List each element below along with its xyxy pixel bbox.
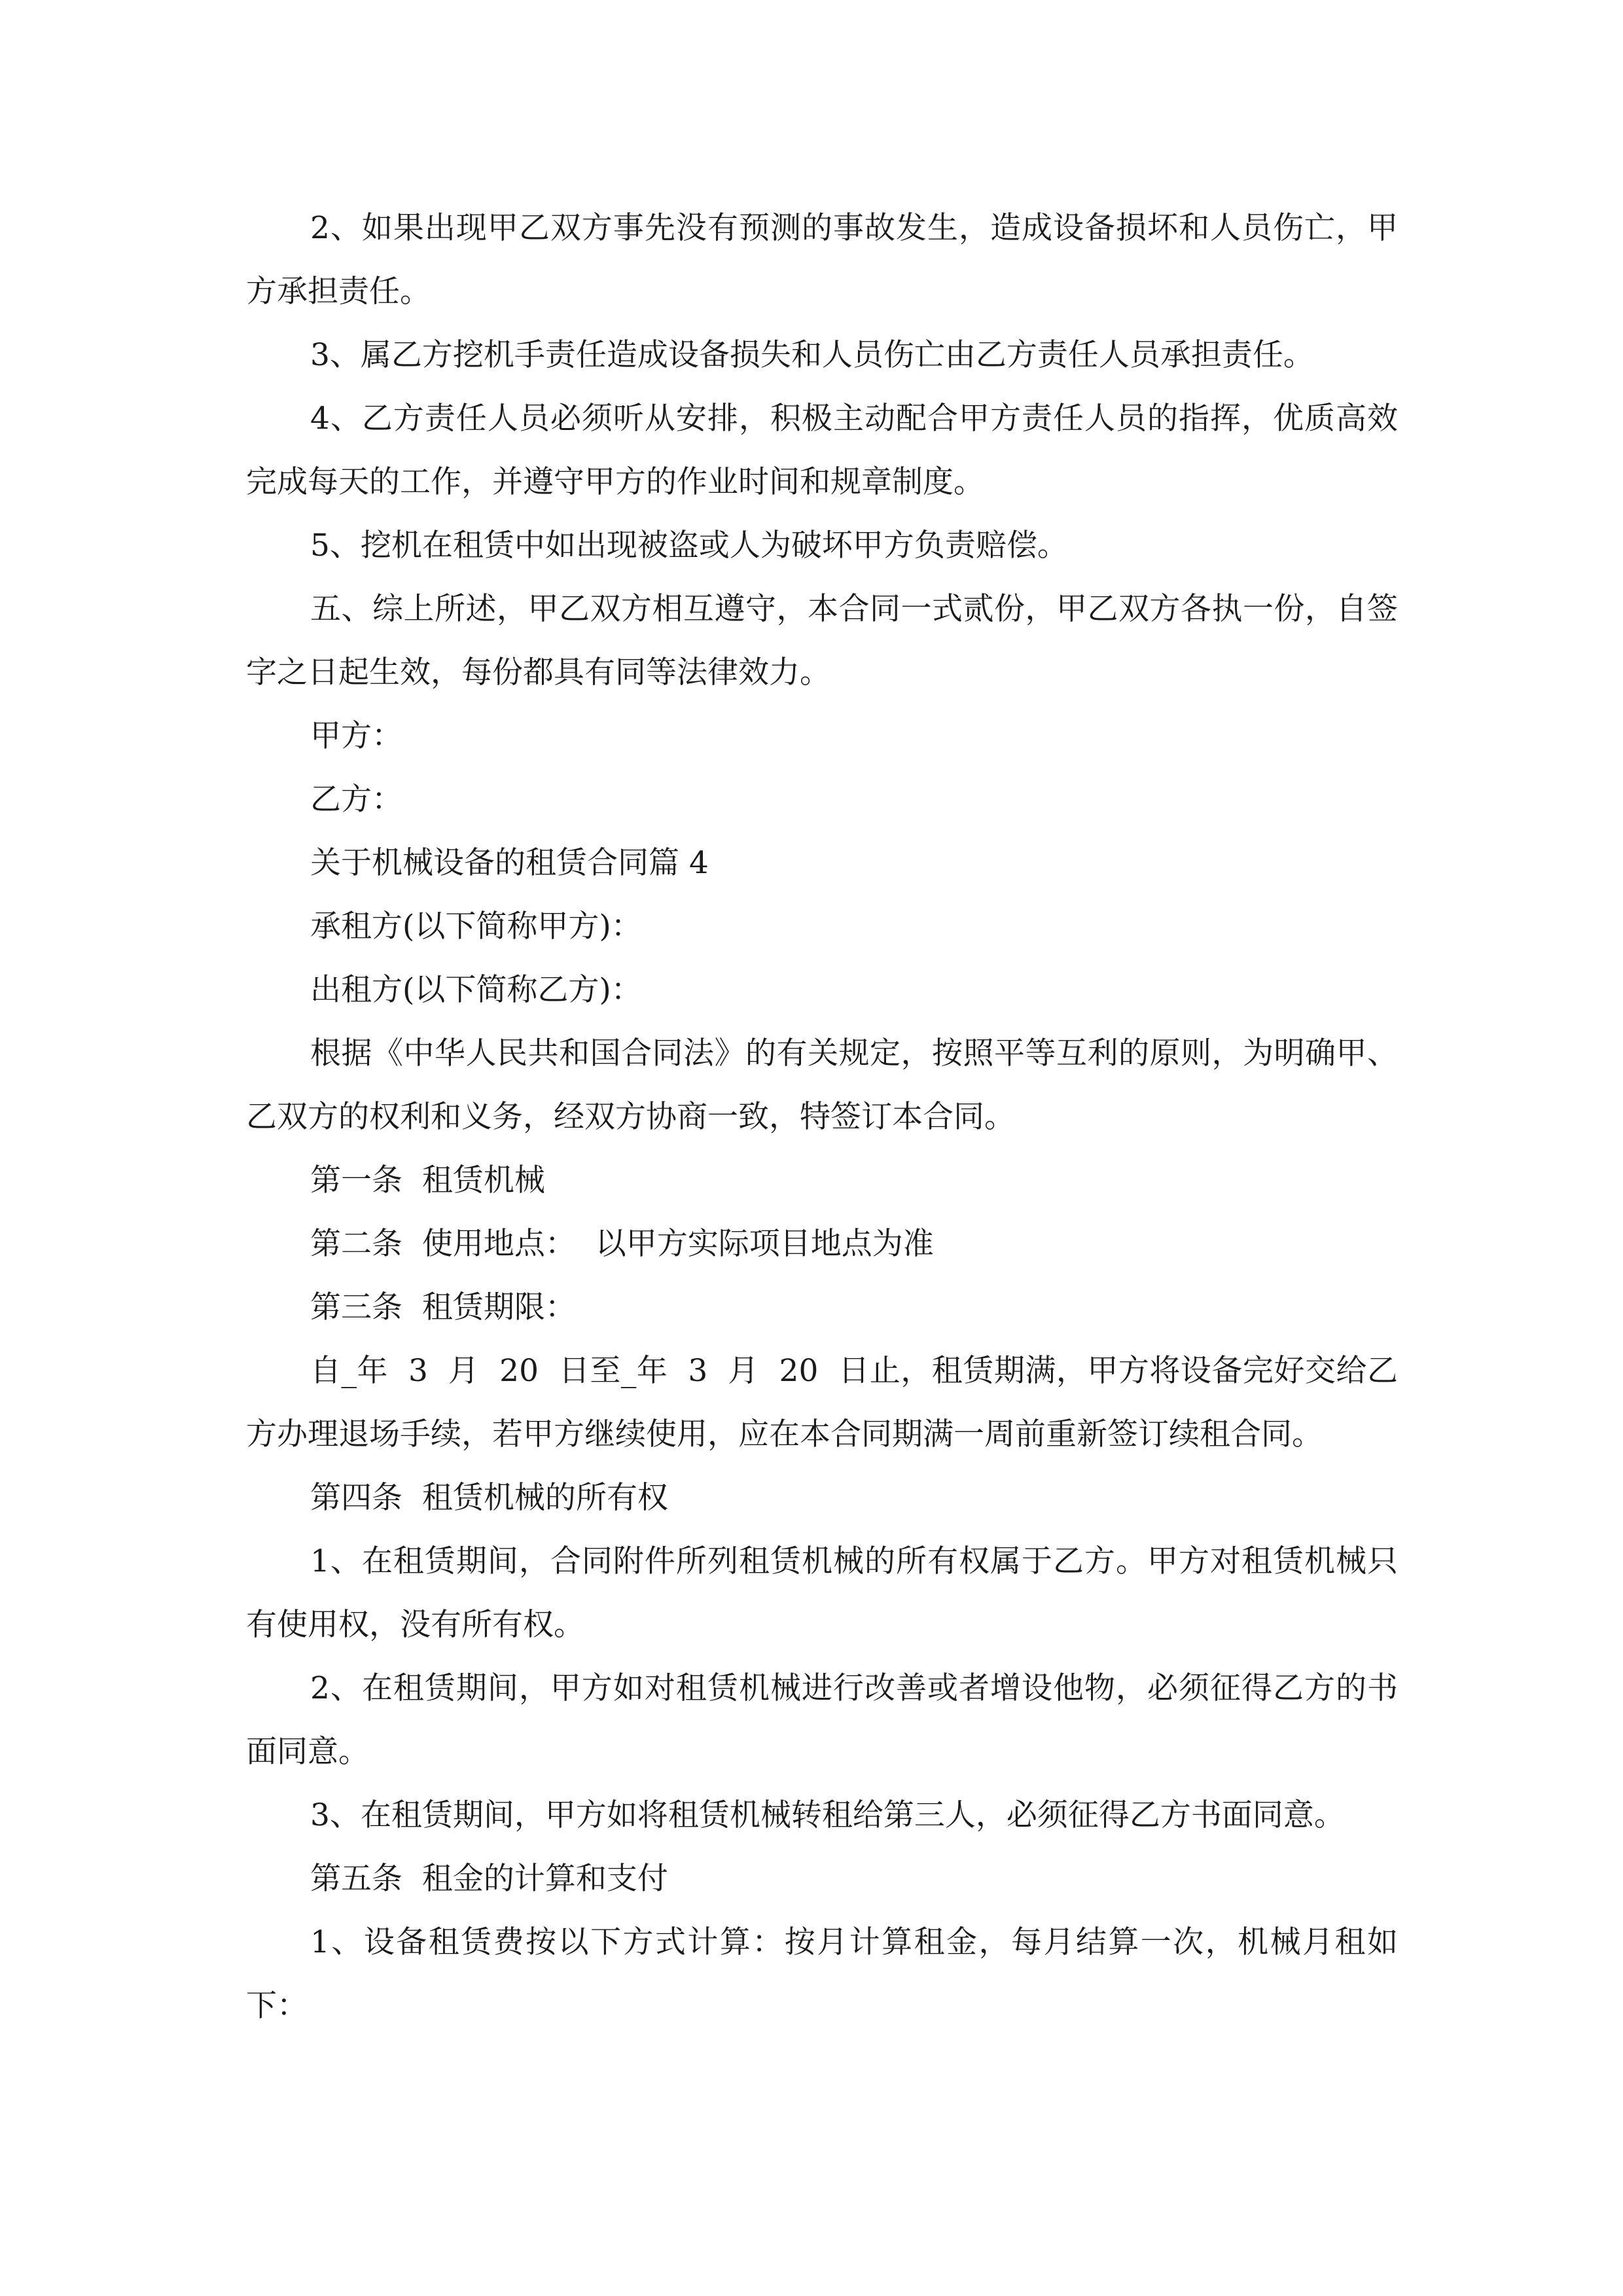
preamble-paragraph: 根据《中华人民共和国合同法》的有关规定，按照平等互利的原则，为明确甲、乙双方的权利和义务，经双方协商一致，特签订本合同。 [246, 1035, 1398, 1135]
ownership-item-2: 2、在租赁期间，甲方如对租赁机械进行改善或者增设他物，必须征得乙方的书面同意。 [246, 1670, 1398, 1770]
lessor-line: 出租方(以下简称乙方)： [310, 972, 642, 1008]
paragraph-summary: 五、综上所述，甲乙双方相互遵守，本合同一式贰份，甲乙双方各执一份，自签字之日起生效，每份都具有同等法律效力。 [246, 591, 1398, 691]
ownership-item-3: 3、在租赁期间，甲方如将租赁机械转租给第三人，必须征得乙方书面同意。 [310, 1797, 1345, 1833]
ownership-item-1: 1、在租赁期间，合同附件所列租赁机械的所有权属于乙方。甲方对租赁机械只有使用权，没有所有权。 [246, 1543, 1398, 1643]
party-b-signature-line: 乙方： [310, 781, 402, 817]
rent-item-1: 1、设备租赁费按以下方式计算：按月计算租金，每月结算一次，机械月租如下： [246, 1924, 1398, 2024]
document-body [246, 196, 1398, 2037]
section-heading: 关于机械设备的租赁合同篇 4 [310, 845, 709, 881]
article-1-heading: 第一条 租赁机械 [310, 1162, 545, 1198]
paragraph-item-3: 3、属乙方挖机手责任造成设备损失和人员伤亡由乙方责任人员承担责任。 [310, 337, 1314, 373]
paragraph-item-5: 5、挖机在租赁中如出现被盗或人为破坏甲方负责赔偿。 [310, 528, 1068, 564]
lease-period-paragraph: 自_年 3 月 20 日至_年 3 月 20 日止，租赁期满，甲方将设备完好交给乙方办理退场手续，若甲方继续使用，应在本合同期满一周前重新签订续租合同。 [246, 1353, 1398, 1452]
article-5-heading: 第五条 租金的计算和支付 [310, 1861, 668, 1897]
lessee-line: 承租方(以下简称甲方)： [310, 908, 642, 944]
party-a-signature-line: 甲方： [310, 718, 402, 754]
article-2-heading: 第二条 使用地点： 以甲方实际项目地点为准 [310, 1226, 934, 1262]
article-3-heading: 第三条 租赁期限： [310, 1289, 576, 1325]
paragraph-item-2: 2、如果出现甲乙双方事先没有预测的事故发生，造成设备损坏和人员伤亡，甲方承担责任。 [246, 210, 1398, 310]
paragraph-item-4: 4、乙方责任人员必须听从安排，积极主动配合甲方责任人员的指挥，优质高效完成每天的工作，并遵守甲方的作业时间和规章制度。 [246, 401, 1398, 500]
article-4-heading: 第四条 租赁机械的所有权 [310, 1480, 668, 1516]
